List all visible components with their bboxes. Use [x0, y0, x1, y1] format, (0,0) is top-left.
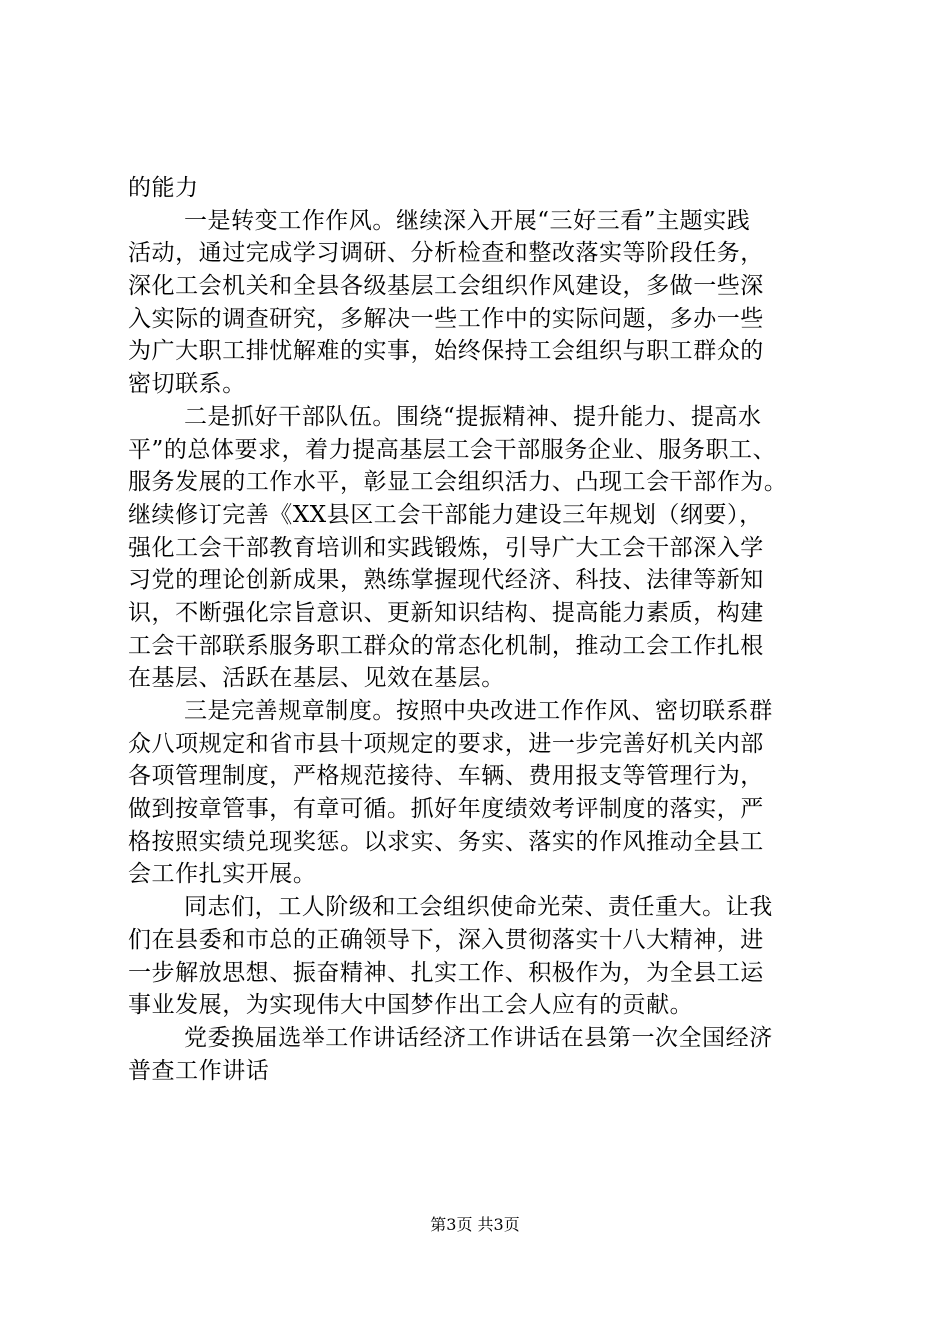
text-line: 在基层、活跃在基层、见效在基层。: [128, 665, 505, 692]
text-line: 众八项规定和省市县十项规定的要求，进一步完善好机关内部: [128, 730, 764, 757]
text-line: 做到按章管事，有章可循。抓好年度绩效考评制度的落实，严: [128, 796, 764, 823]
paragraph-start-line: 二是抓好干部队伍。围绕“提振精神、提升能力、提高水: [184, 403, 762, 430]
text-line: 一步解放思想、振奋精神、扎实工作、积极作为，为全县工运: [128, 959, 764, 986]
text-line: 事业发展，为实现伟大中国梦作出工会人应有的贡献。: [128, 992, 694, 1019]
text-line: 工会干部联系服务职工群众的常态化机制，推动工会工作扎根: [128, 632, 764, 659]
text-line: 继续修订完善《XX县区工会干部能力建设三年规划（纲要），: [128, 501, 763, 528]
text-line: 格按照实绩兑现奖惩。以求实、务实、落实的作风推动全县工: [128, 828, 764, 855]
paragraph-start-line: 党委换届选举工作讲话经济工作讲话在县第一次全国经济: [184, 1024, 773, 1051]
document-body: [128, 172, 840, 1087]
text-line: 识，不断强化宗旨意识、更新知识结构、提高能力素质，构建: [128, 599, 764, 626]
text-line: 强化工会干部教育培训和实践锻炼，引导广大工会干部深入学: [128, 534, 764, 561]
text-line: 普查工作讲话: [128, 1057, 270, 1084]
text-line: 入实际的调查研究，多解决一些工作中的实际问题，多办一些: [128, 305, 764, 332]
paragraph-start-line: 三是完善规章制度。按照中央改进工作作风、密切联系群: [184, 698, 773, 724]
paragraph-start-line: 同志们，工人阶级和工会组织使命光荣、责任重大。让我: [184, 894, 773, 921]
text-line: 的能力: [128, 175, 199, 201]
text-line: 密切联系。: [128, 371, 246, 398]
page-footer: 第3页 共3页: [430, 1215, 520, 1234]
paragraph-start-line: 一是转变工作作风。继续深入开展“三好三看”主题实践: [184, 207, 751, 234]
text-line: 活动，通过完成学习调研、分析检查和整改落实等阶段任务，: [128, 240, 764, 267]
text-line: 为广大职工排忧解难的实事，始终保持工会组织与职工群众的: [128, 338, 764, 365]
text-line: 服务发展的工作水平，彰显工会组织活力、凸现工会干部作为。: [128, 469, 788, 496]
text-line: 们在县委和市总的正确领导下，深入贯彻落实十八大精神，进: [128, 926, 764, 953]
text-line: 会工作扎实开展。: [128, 861, 317, 888]
text-line: 深化工会机关和全县各级基层工会组织作风建设，多做一些深: [128, 273, 764, 300]
text-line: 各项管理制度，严格规范接待、车辆、费用报支等管理行为，: [128, 763, 764, 790]
text-line: 平”的总体要求，着力提高基层工会干部服务企业、服务职工、: [128, 436, 777, 463]
text-line: 习党的理论创新成果，熟练掌握现代经济、科技、法律等新知: [128, 567, 764, 594]
